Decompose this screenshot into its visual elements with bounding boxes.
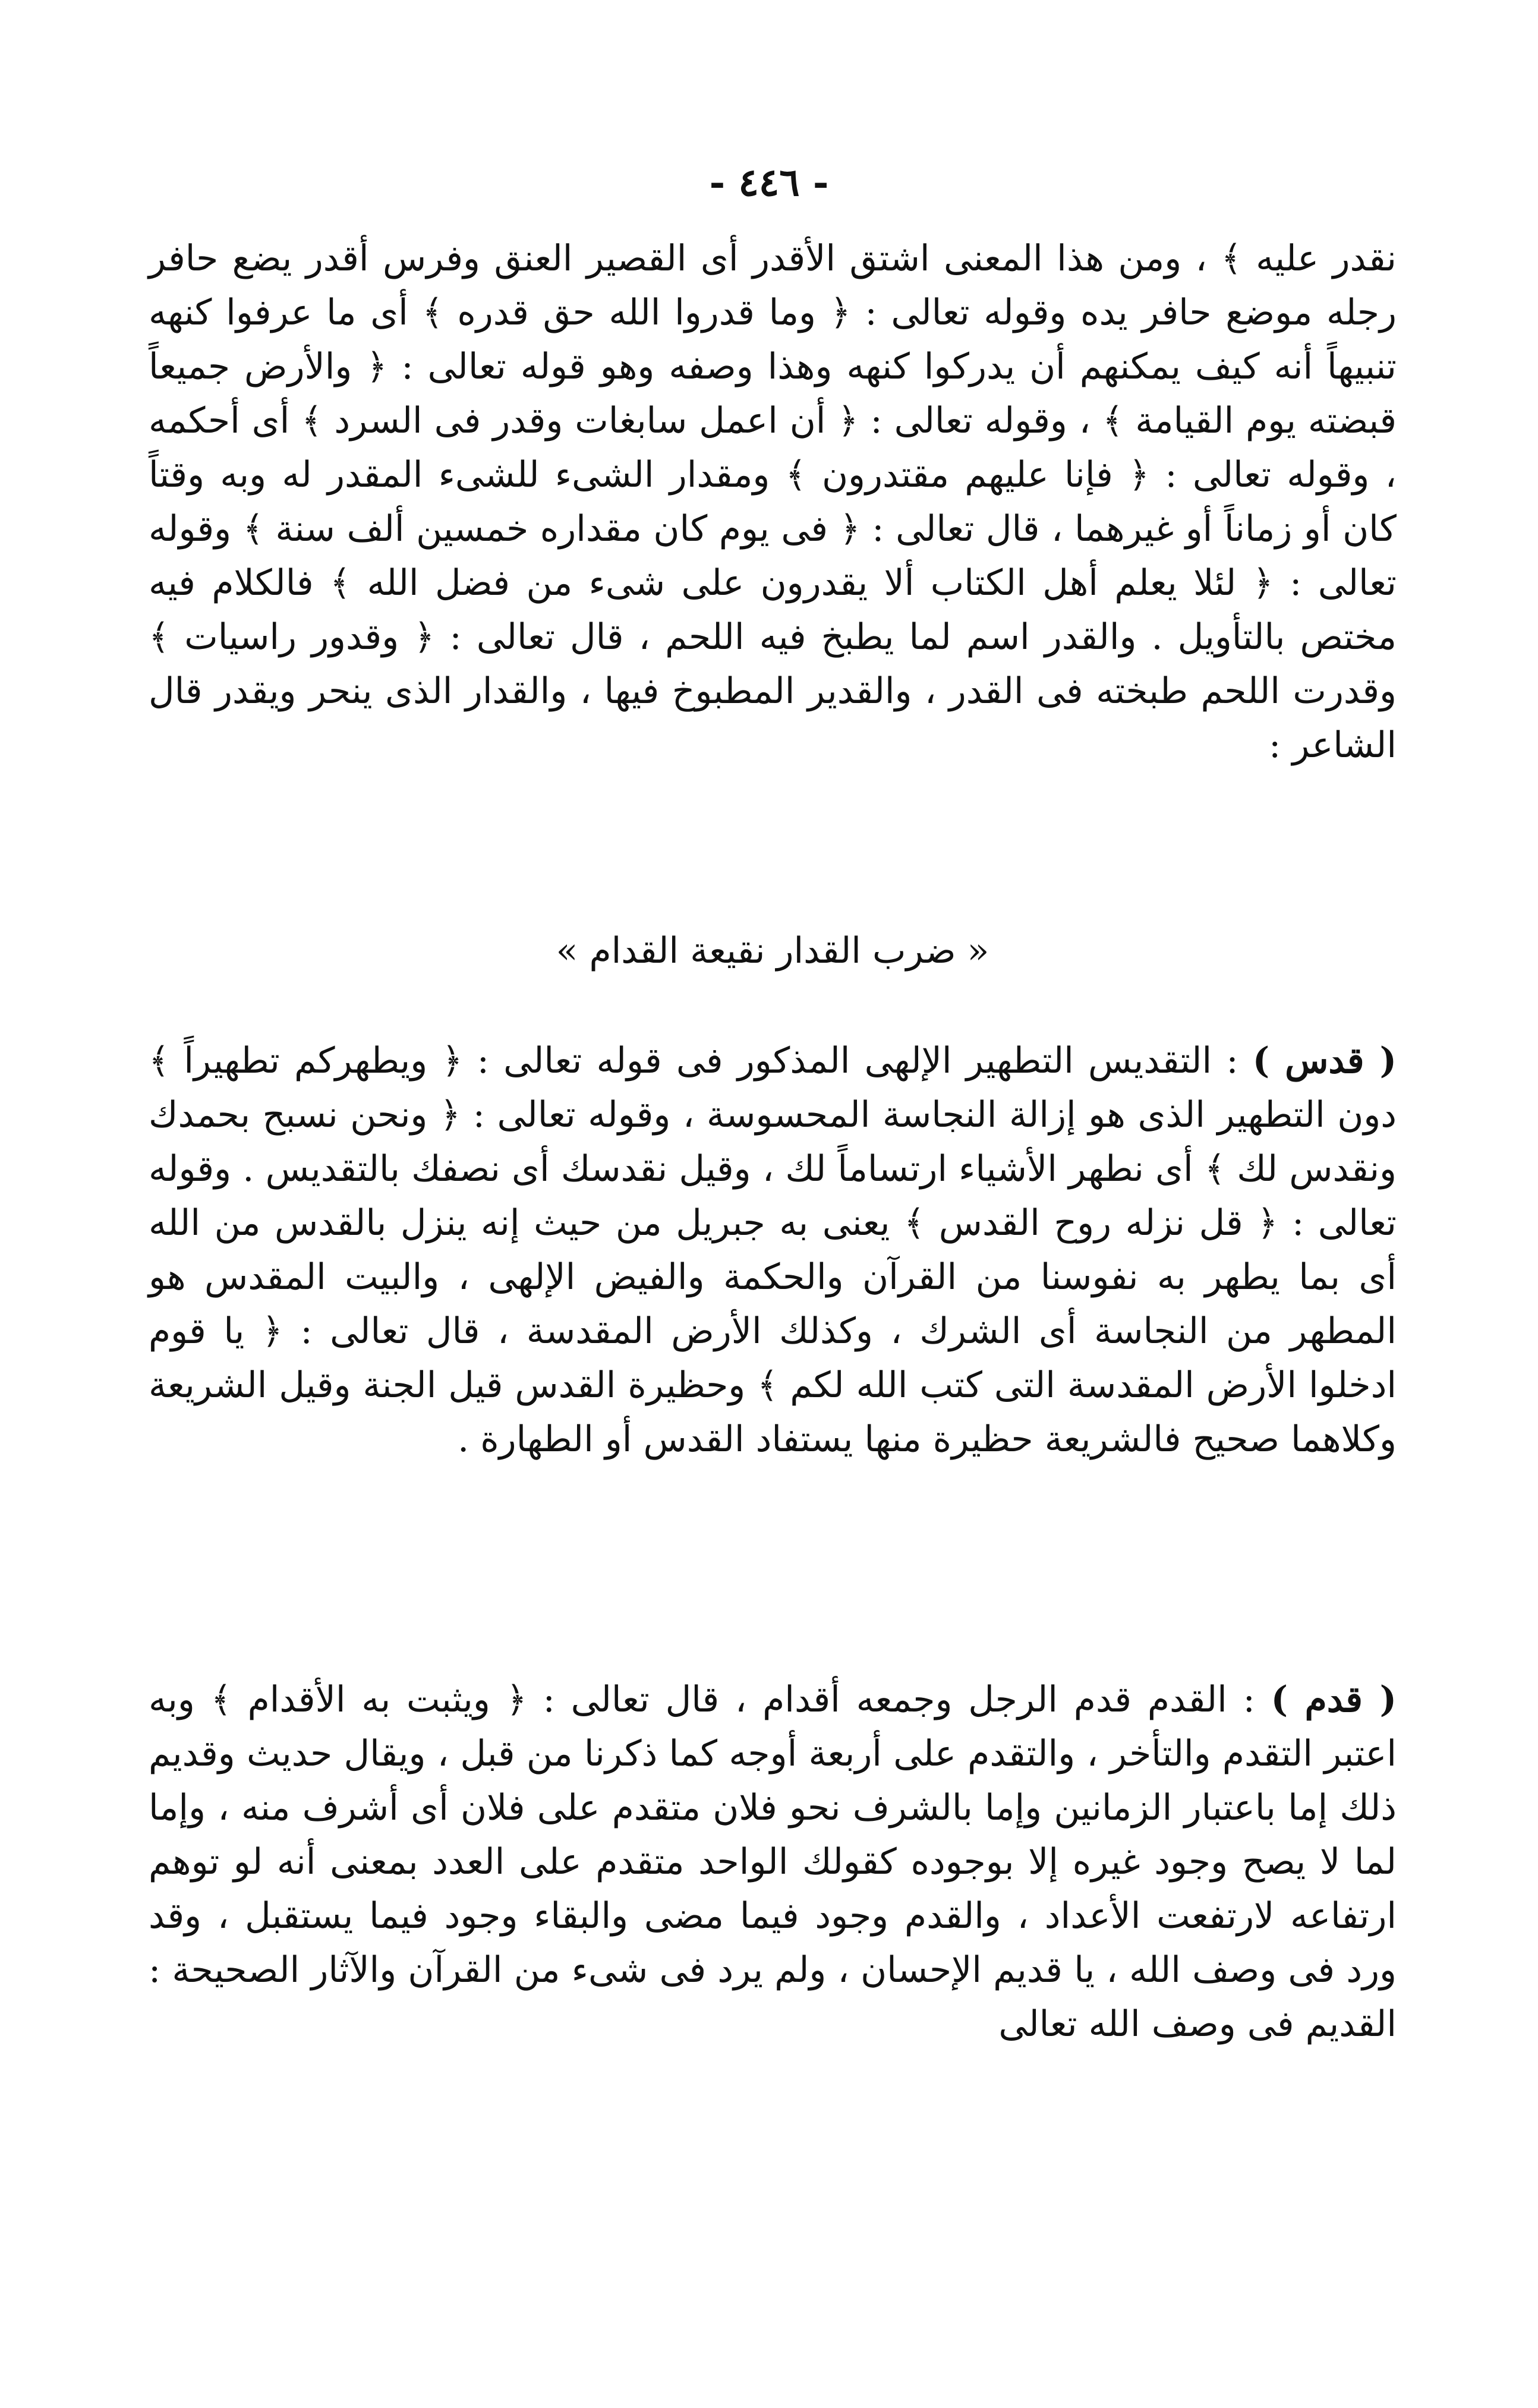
paragraph-qadar-continued — [149, 232, 1397, 773]
paragraph-text: نقدر عليه ﴾ ، ومن هذا المعنى اشتق الأقدر أى القصير العنق وفرس أقدر يضع حافر رجله موضع حافر يده وقوله تعالى : ﴿ وما قدروا الله حق قدره ﴾ أى ما عرفوا كنهه تنبيهاً أنه كيف يمكنهم أن يدركوا كنهه وهذا وصفه وهو قوله تعالى : ﴿ والأرض جميعاً قبضته يوم القيامة ﴾ ، وقوله تعالى : ﴿ أن اعمل سابغات وقدر فى السرد ﴾ أى أحكمه ، وقوله تعالى : ﴿ فإنا عليهم مقتدرون ﴾ ومقدار الشىء للشىء المقدر له وبه وقتاً كان أو زماناً أو غيرهما ، قال تعالى : ﴿ فى يوم كان مقداره خمسين ألف سنة ﴾ وقوله تعالى : ﴿ لئلا يعلم أهل الكتاب ألا يقدرون على شىء من فضل الله ﴾ فالكلام فيه مختص بالتأويل . والقدر اسم لما يطبخ فيه اللحم ، قال تعالى : ﴿ وقدور راسيات ﴾ وقدرت اللحم طبخته فى القدر ، والقدير المطبوخ فيها ، والقدار الذى ينحر ويقدر قال الشاعر : — [149, 238, 1397, 766]
entry-qadam — [149, 1673, 1397, 2051]
poetry-verse: « ضرب القدار نقيعة القدام » — [556, 930, 989, 972]
entry-body — [149, 1673, 1397, 2051]
entry-body — [149, 1034, 1397, 1467]
entry-headword: ( قدم ) — [1271, 1679, 1397, 1720]
entry-qudus — [149, 1034, 1397, 1467]
page-number: - ٤٤٦ - — [709, 160, 829, 205]
entry-text: : التقديس التطهير الإلهى المذكور فى قوله تعالى : ﴿ ويطهركم تطهيراً ﴾ دون التطهير الذى هو إزالة النجاسة المحسوسة ، وقوله تعالى : ﴿ ونحن نسبح بحمدك ونقدس لك ﴾ أى نطهر الأشياء ارتساماً لك ، وقيل نقدسك أى نصفك بالتقديس . وقوله تعالى : ﴿ قل نزله روح القدس ﴾ يعنى به جبريل من حيث إنه ينزل بالقدس من الله أى بما يطهر به نفوسنا من القرآن والحكمة والفيض الإلهى ، والبيت المقدس هو المطهر من النجاسة أى الشرك ، وكذلك الأرض المقدسة ، قال تعالى : ﴿ يا قوم ادخلوا الأرض المقدسة التى كتب الله لكم ﴾ وحظيرة القدس قيل الجنة وقيل الشريعة وكلاهما صحيح فالشريعة حظيرة منها يستفاد القدس أو الطهارة . — [149, 1040, 1397, 1460]
entry-headword: ( قدس ) — [1252, 1040, 1397, 1082]
entry-text: : القدم قدم الرجل وجمعه أقدام ، قال تعالى : ﴿ ويثبت به الأقدام ﴾ وبه اعتبر التقدم والتأخر ، والتقدم على أربعة أوجه كما ذكرنا من قبل ، ويقال حديث وقديم ذلك إما باعتبار الزمانين وإما بالشرف نحو فلان متقدم على فلان أى أشرف منه ، وإما لما لا يصح وجود غيره إلا بوجوده كقولك الواحد متقدم على العدد بمعنى أنه لو توهم ارتفاعه لارتفعت الأعداد ، والقدم وجود فيما مضى والبقاء وجود فيما يستقبل ، وقد ورد فى وصف الله ، يا قديم الإحسان ، ولم يرد فى شىء من القرآن والآثار الصحيحة : القديم فى وصف الله تعالى — [149, 1679, 1397, 2045]
